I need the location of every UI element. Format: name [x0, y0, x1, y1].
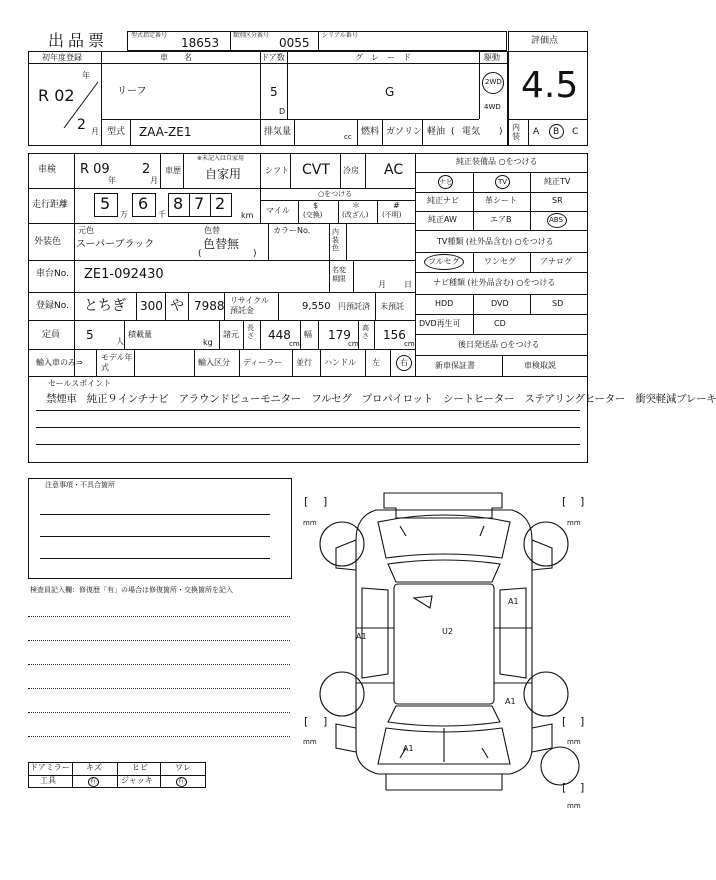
exterior-color-label: 外装色 [34, 237, 62, 247]
first-reg-year-unit: 年 [82, 71, 90, 80]
equipment-item: エアB [490, 215, 512, 224]
mileage-circle-note: ○をつける [318, 190, 353, 198]
mileage-label: 走行距離 [32, 200, 69, 210]
tv-type-title: TV種類 (社外品含む) ○をつける [437, 237, 554, 246]
tire-bracket-close: ] [580, 495, 585, 508]
first-reg-month-unit: 月 [91, 127, 99, 136]
navi-type-title: ナビ種類 (社外品含む) ○をつける [433, 278, 556, 287]
interior-color-label: 内装色 [332, 228, 339, 252]
equipment-item: 純正ナビ [427, 196, 459, 205]
navi-type-item: SD [552, 299, 564, 308]
height-value: 156 [383, 328, 406, 342]
shift-value: CVT [302, 162, 330, 178]
mileage-digit: 5 [100, 194, 111, 213]
model-year-label: モデル年式 [101, 353, 133, 372]
damage-mark-rear-right: A1 [505, 697, 516, 706]
cert-number-label: 型式指定番号 [131, 32, 168, 39]
equipment-item: ABS [549, 216, 563, 224]
tire-bracket-close: ] [323, 495, 328, 508]
class-number-label: 類別区分番号 [233, 32, 270, 39]
mileage-digit: 2 [215, 194, 226, 213]
interior-label: 内装 [512, 123, 520, 141]
tire-bracket-open: [ [562, 495, 567, 508]
tv-type-item: アナログ [540, 257, 572, 266]
dimensions-label: 諸元 [223, 330, 239, 339]
later-item: 車検取説 [524, 361, 556, 370]
drive-2wd: 2WD [485, 78, 502, 86]
tire-bracket-close: ] [580, 781, 585, 794]
name-change-label: 名変期限 [332, 266, 346, 283]
registration-kana: や [170, 298, 184, 314]
usage-note: ※未記入は自家用 [197, 155, 245, 162]
wheel-rear-left [320, 672, 364, 716]
tire-bracket-open: [ [562, 715, 567, 728]
notes-label: 注意事項・不具合箇所 [45, 481, 115, 489]
inspector-label: 検査員記入欄：修復歴「有」の場合は修復箇所・交換箇所を記入 [30, 586, 233, 594]
recycle-label: リサイクル預託金 [230, 296, 269, 315]
load-capacity-label: 積載量 [128, 330, 152, 339]
equipment-item: 革シート [485, 196, 517, 205]
width-unit: cm [348, 340, 359, 348]
import-label: 輸入車のみ⇒ [36, 358, 83, 367]
navi-type-item: DVD [491, 299, 509, 308]
name-change-day-unit: 日 [404, 280, 412, 289]
front-bumper-outline [384, 493, 502, 518]
fuel-electric: 電気 [462, 127, 481, 137]
registration-label: 登録No. [36, 301, 69, 311]
score-label: 評価点 [531, 36, 559, 46]
tv-type-item: ワンセグ [484, 257, 516, 266]
tire-depth-unit: mm [567, 802, 581, 810]
mileage-unit-man: 万 [120, 210, 128, 219]
tire-depth-unit: mm [567, 519, 581, 527]
mileage-unit-sen: 千 [158, 210, 166, 219]
mileage-digit: 8 [173, 194, 184, 213]
length-label: 長さ [247, 324, 254, 340]
dvd-item: DVD再生可 [419, 319, 461, 328]
inspection-year: R 09 [80, 162, 110, 177]
usage-label: 車歴 [165, 166, 181, 175]
model-label: 型式 [107, 127, 126, 137]
car-name-value: リーフ [117, 86, 147, 97]
tire-bracket-close: ] [580, 715, 585, 728]
score-value: 4.5 [521, 65, 579, 106]
doors-label: ドア数 [261, 53, 285, 62]
capacity-value: 5 [86, 328, 94, 342]
wheel-front-right [524, 522, 568, 566]
equipment-item: 純正TV [544, 177, 571, 186]
doors-value: 5 [270, 85, 278, 99]
grade-label: グ レ ー ド [355, 53, 411, 62]
ac-value: AC [384, 162, 404, 178]
mileage-digit: 6 [138, 194, 149, 213]
car-name-label: 車 名 [160, 53, 192, 62]
exchanged-symbol: $ [313, 201, 319, 210]
name-change-month-unit: 月 [378, 280, 386, 289]
legend-mirror: ドアミラー [30, 763, 70, 772]
first-registration-label: 初年度登録 [42, 53, 82, 62]
legend-tool-have: 有 [90, 778, 97, 785]
later-shipping-title: 後日発送品 ○をつける [458, 340, 540, 349]
roof-outline [394, 584, 494, 704]
original-color-value: スーパーブラック [76, 239, 155, 250]
cert-number-value: 18653 [181, 36, 220, 50]
mileage-unit-km: km [241, 211, 254, 220]
shift-label: シフト [265, 166, 289, 175]
interior-grade-c: C [572, 127, 579, 137]
inspection-month-unit: 月 [150, 176, 158, 185]
mileage-digit: 7 [194, 194, 205, 213]
displacement-unit: cc [344, 133, 352, 141]
damage-mark-rear-bumper: A1 [403, 744, 414, 753]
load-capacity-unit: kg [203, 338, 213, 347]
registration-class: 300 [140, 299, 163, 313]
damage-mark-front-right: A1 [508, 597, 519, 606]
legend-crack: ヒビ [132, 763, 148, 772]
inspection-year-unit: 年 [108, 176, 116, 185]
damage-mark-left-door: A1 [356, 632, 367, 641]
fuel-gasoline: ガソリン [386, 127, 423, 137]
tampered-label: (改ざん) [342, 211, 369, 219]
model-value: ZAA-ZE1 [139, 125, 192, 139]
legend-jack: ジャッキ [121, 776, 153, 785]
color-number-label: カラーNo. [273, 226, 311, 235]
fuel-paren-close: ) [499, 127, 503, 137]
interior-grade-b: B [553, 127, 560, 137]
wheel-rear-right [524, 672, 568, 716]
tire-depth-unit: mm [303, 738, 317, 746]
drive-label: 駆動 [484, 53, 500, 62]
paint-paren-open: ( [198, 249, 202, 259]
spare-wheel [541, 747, 579, 785]
width-value: 179 [328, 328, 351, 342]
handle-label: ハンドル [324, 358, 356, 367]
tire-bracket-close: ] [323, 715, 328, 728]
handle-right: 右 [400, 358, 408, 367]
handle-left: 左 [372, 358, 380, 367]
fuel-label: 燃料 [361, 127, 380, 137]
grade-value: G [385, 85, 395, 99]
equipment-item: ナビ [439, 178, 453, 186]
car-damage-diagram [296, 478, 596, 808]
later-item: 新車保証書 [435, 361, 475, 370]
legend-scratch: キズ [86, 763, 102, 772]
sales-point-label: セールスポイント [48, 379, 112, 388]
drive-4wd: 4WD [484, 103, 501, 111]
equipment-title: 純正装備品 ○をつける [456, 157, 538, 166]
capacity-unit: 人 [116, 337, 124, 346]
length-value: 448 [268, 328, 291, 342]
chassis-value: ZE1-092430 [84, 267, 164, 282]
paint-label: 色替 [204, 226, 220, 235]
inspection-month: 2 [142, 162, 151, 177]
hood-outline [378, 515, 510, 558]
windshield-outline [388, 560, 500, 582]
rear-bumper-outline [386, 774, 502, 790]
equipment-item: SR [552, 196, 563, 205]
capacity-label: 定員 [42, 330, 61, 340]
height-unit: cm [404, 340, 415, 348]
dvd-item: CD [494, 319, 506, 328]
tire-bracket-open: [ [304, 715, 309, 728]
usage-value: 自家用 [205, 167, 242, 181]
tire-bracket-open: [ [304, 495, 309, 508]
equipment-item: 純正AW [428, 215, 457, 224]
registration-number: 7988 [194, 299, 225, 313]
sales-point-section [28, 377, 588, 463]
navi-type-item: HDD [435, 299, 454, 308]
door-type: D [279, 107, 286, 116]
length-unit: cm [289, 340, 300, 348]
mile-label: マイル [266, 206, 290, 215]
tire-bracket-open: [ [562, 781, 567, 794]
fuel-diesel: 軽油 [427, 127, 446, 137]
unknown-label: (不明) [382, 211, 402, 219]
tire-depth-unit: mm [567, 738, 581, 746]
paint-paren-close: ) [253, 249, 257, 259]
tampered-symbol: ＊ [352, 201, 360, 210]
chassis-label: 車台No. [36, 269, 69, 279]
legend-break: ワレ [175, 763, 191, 772]
fuel-paren-open: ( [451, 127, 455, 137]
notes-box [28, 478, 292, 579]
recycle-not-deposited: 未預託 [380, 302, 404, 311]
recycle-deposited: 円預託済 [338, 302, 370, 311]
import-parallel: 並行 [296, 358, 312, 367]
interior-grade-a: A [533, 127, 540, 137]
serial-number-label: シリアル番号 [322, 32, 358, 39]
tv-type-item: フルセグ [428, 257, 460, 266]
registration-prefecture: とちぎ [84, 298, 126, 314]
unknown-symbol: # [393, 201, 400, 210]
form-title: 出品票 [48, 31, 109, 50]
import-category-label: 輸入区分 [198, 358, 230, 367]
legend-jack-have: 有 [178, 778, 185, 785]
exchanged-label: (交換) [303, 211, 323, 219]
rear-window-outline [388, 706, 500, 726]
displacement-label: 排気量 [264, 127, 292, 137]
first-registration-month: 2 [77, 117, 86, 133]
recycle-value: 9,550 [302, 301, 331, 312]
width-label: 幅 [304, 330, 312, 339]
first-registration-year: R 02 [38, 86, 75, 105]
original-color-label: 元色 [78, 226, 94, 235]
paint-value: 色替無 [203, 237, 240, 251]
wheel-front-left [320, 522, 364, 566]
ac-label: 冷房 [343, 166, 359, 175]
equipment-item: TV [498, 178, 508, 186]
height-label: 高さ [362, 324, 369, 340]
tire-depth-unit: mm [303, 519, 317, 527]
damage-mark-roof: U2 [442, 627, 453, 636]
inspection-label: 車検 [38, 165, 57, 175]
class-number-value: 0055 [279, 36, 310, 50]
legend-tool: 工具 [40, 776, 56, 785]
sales-point-text: 禁煙車 純正９インチナビ アラウンドビューモニター フルセグ プロパイロット シートヒーター ステアリングヒーター 衝突軽減ブレーキ [46, 393, 716, 405]
import-dealer: ディーラー [243, 358, 283, 367]
